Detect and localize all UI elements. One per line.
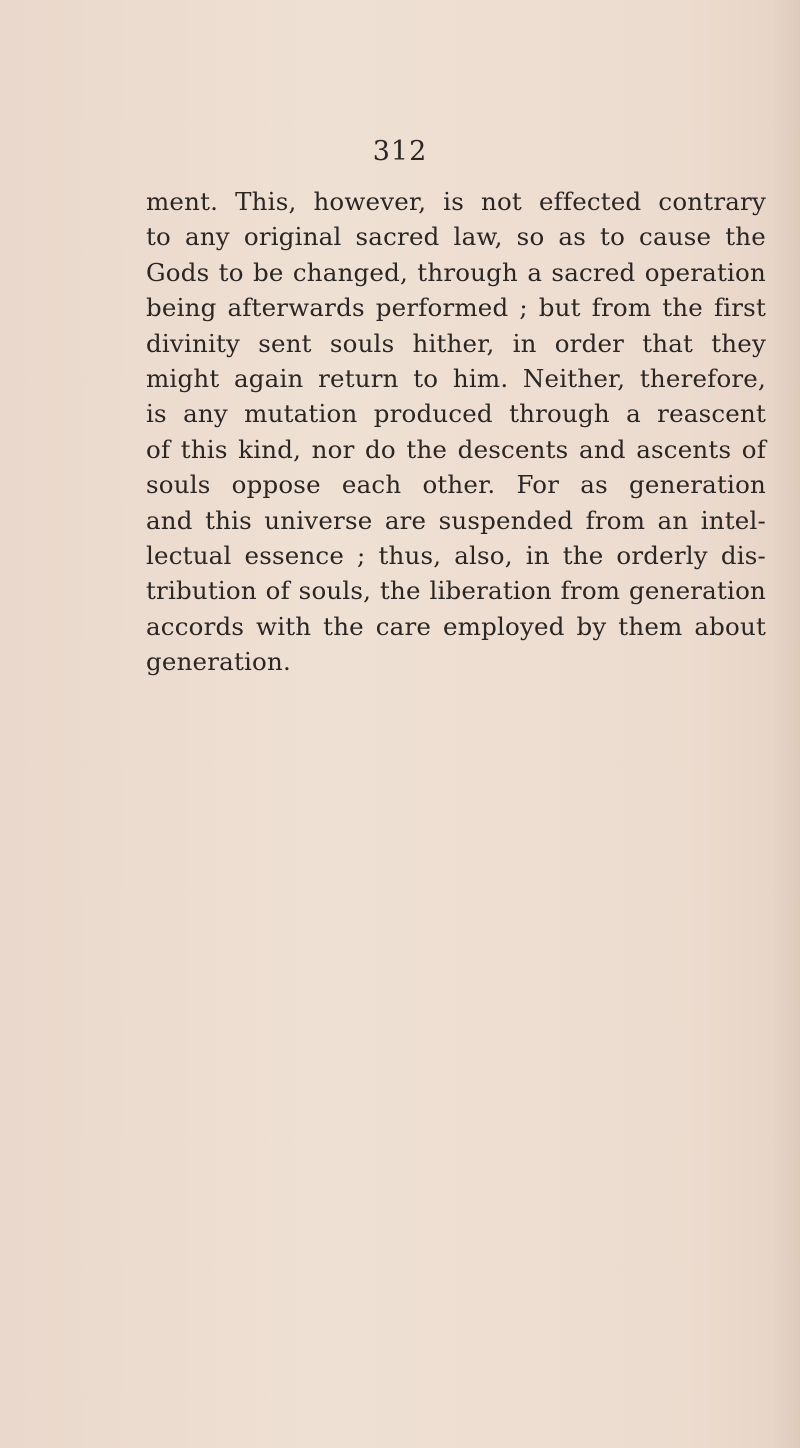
text-line: Gods to be changed, through a sacred operation [146,257,766,287]
text-line: tribution of souls, the liberation from generation [146,576,766,606]
text-line: being afterwards performed ; but from the first [146,293,766,323]
text-line: is any mutation produced through a reascent [146,399,766,429]
text-line: ment. This, however, is not effected contrary [146,187,766,216]
page-number: 312 [372,136,428,167]
text-line: accords with the care employed by them about [146,611,766,641]
text-line: lectual essence ; thus, also, in the orderly dis- [146,540,766,570]
text-line: to any original sacred law, so as to cause the [146,222,766,252]
text-line: souls oppose each other. For as generation [146,470,766,500]
text-line: might again return to him. Neither, therefore, [146,363,766,393]
page-edge-shadow [772,0,800,1448]
text-line: generation. [146,647,291,677]
body-text [146,184,766,679]
text-line: of this kind, nor do the descents and ascents of [146,434,766,464]
text-line: divinity sent souls hither, in order that they [146,328,766,358]
text-line: and this universe are suspended from an intel- [146,505,766,535]
